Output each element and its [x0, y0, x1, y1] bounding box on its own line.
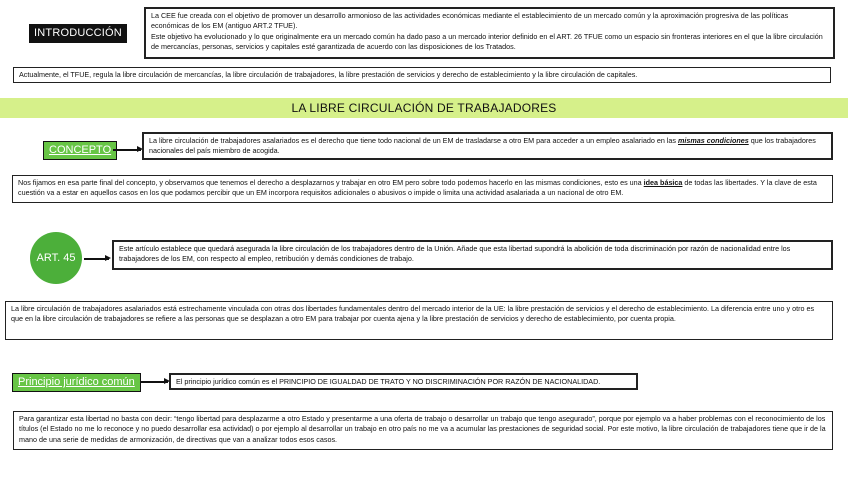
intro-text-2: Este objetivo ha evolucionado y lo que originalmente era un mercado común ha dado paso a un mercado interior definido en el ART. 26 TFUE como un espacio sin fronteras interiores en el que la libre circulación de mercancías, personas, servicios y capitales esté garantizada de acuerdo con las disposiciones de los Tratados. [151, 31, 823, 52]
concepto-label: CONCEPTO [43, 141, 117, 160]
concepto-text-after: que los trabajadores nacionales del país miembro de acogida. [149, 136, 816, 156]
concepto-emph: mismas condiciones [678, 136, 749, 145]
nos-text-after: de todas las libertades. Y la clave de esta cuestión va a estar en aquellos casos en los que podamos percibir que un EM incorpora requisitos adicionales o abusivos o impide o limita una actividad asalariada a un nacional de otro EM. [18, 178, 817, 198]
art45-badge [30, 232, 82, 284]
garantizar-text: Para garantizar esta libertad no basta con decir: “tengo libertad para desplazarme a otro Estado y presentarme a una oferta de trabajo o desarrollar un trabajo que tengo asegurado”, porque por ejemplo va a haber problemas con el reconocimiento de los títulos (el Estado no me lo reconoce y no puedo desarrollar esa actividad) o por ejemplo al desarrollar un trabajo en otro país no me va a acumular las prestaciones de seguridad social. Por este motivo, la libre circulación de trabajadores tiene que ir de la mano de una serie de medidas de armonización, de directivas que van a analizar todos esos casos. [19, 414, 826, 444]
actual-box [13, 67, 831, 83]
principio-box [169, 373, 638, 390]
art45-arrow [84, 258, 109, 260]
vinculada-box [5, 301, 833, 340]
garantizar-box [13, 411, 833, 450]
intro-label: INTRODUCCIÓN [29, 24, 127, 43]
nos-box [12, 175, 833, 203]
concepto-text-before: La libre circulación de trabajadores asalariados es el derecho que tiene todo nacional de un EM de trasladarse a otro EM para acceder a un empleo asalariado en las [149, 136, 679, 145]
art45-text: Este artículo establece que quedará asegurada la libre circulación de los trabajadores dentro de la Unión. Añade que esta libertad supondrá la abolición de toda discriminación por razón de nacionalidad entre los trabajadores de los EM, con respecto al empleo, retribución y demás condiciones de trabajo. [119, 244, 791, 264]
concepto-arrow [113, 149, 141, 151]
art45-label: ART. 45 [36, 252, 76, 264]
nos-text-before: Nos fijamos en esa parte final del concepto, y observamos que tenemos el derecho a desplazarnos y trabajar en otro EM pero sobre todo podemos hacerlo en las mismas condiciones, esto es una [18, 178, 644, 187]
principio-arrow [141, 381, 168, 383]
intro-box [144, 7, 835, 59]
concepto-box [142, 132, 833, 160]
intro-text-1: La CEE fue creada con el objetivo de promover un desarrollo armonioso de las actividades económicas mediante el establecimiento de un mercado común y la aproximación progresiva de las políticas económicas de los EM (antiguo ART.2 TFUE). [151, 11, 789, 31]
actual-text: Actualmente, el TFUE, regula la libre circulación de mercancías, la libre circulación de trabajadores, la libre prestación de servicios y derecho de establecimiento y la libre circulación de capitales. [19, 70, 638, 79]
vinculada-text: La libre circulación de trabajadores asalariados está estrechamente vinculada con otras dos libertades fundamentales dentro del mercado interior de la UE: la libre prestación de servicios y el derecho de establecimiento. La diferencia entre uno y otro es que en la libre circulación de trabajadores se refiere a las personas que se desplazan a otro EM para trabajar por cuenta ajena y la libre prestación de servicios y derecho de establecimiento, por cuenta propia. [11, 304, 815, 324]
principio-label: Principio jurídico común [12, 373, 141, 392]
section-title: LA LIBRE CIRCULACIÓN DE TRABAJADORES [0, 98, 848, 118]
art45-box [112, 240, 833, 270]
nos-emph: idea básica [643, 178, 683, 187]
principio-text: El principio jurídico común es el PRINCIPIO DE IGUALDAD DE TRATO Y NO DISCRIMINACIÓN POR RAZÓN DE NACIONALIDAD. [176, 377, 601, 386]
